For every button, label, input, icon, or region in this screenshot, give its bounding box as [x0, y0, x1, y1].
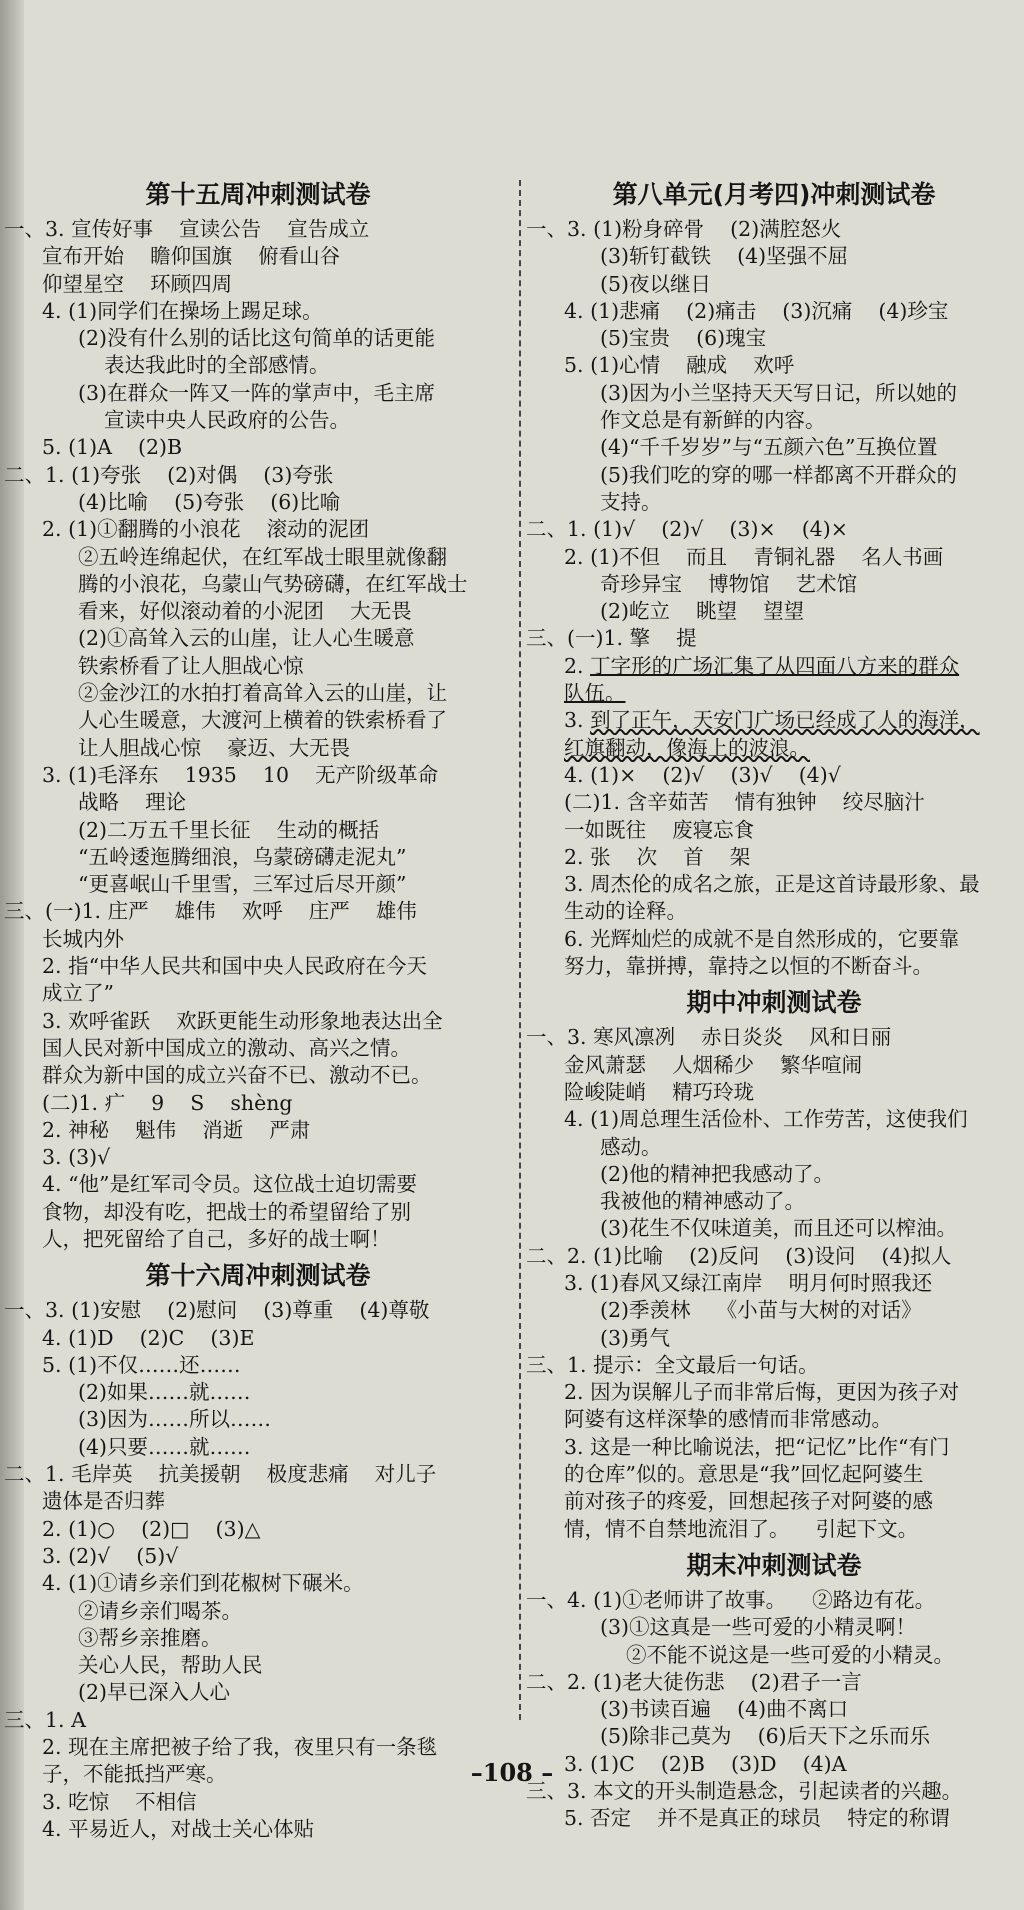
answer-line: 作文总是有新鲜的内容。 [600, 408, 826, 433]
answer-line: 4. (1)悲痛 (2)痛击 (3)沉痛 (4)珍宝 [564, 298, 949, 323]
answer-line: 二、1. 毛岸英 抗美援朝 极度悲痛 对儿子 [4, 1462, 437, 1487]
answer-number: 3. [564, 708, 591, 733]
answer-line: (2)早已深入人心 [78, 1680, 231, 1705]
answer-line: 关心人民，帮助人民 [78, 1653, 263, 1678]
section-final-body [526, 1587, 1022, 1833]
answer-line: 3. 欢呼雀跃 欢跃更能生动形象地表达出全 [42, 1008, 443, 1033]
answer-line: (5)除非己莫为 (6)后天下之乐而乐 [600, 1724, 931, 1749]
answer-line: 5. (1)心情 融成 欢呼 [564, 353, 795, 378]
answer-line: 三、1. A [4, 1707, 86, 1732]
answer-line: (2)①高耸入云的山崖，让人心生暖意 [78, 626, 415, 651]
answer-line: 宣布开始 瞻仰国旗 俯看山谷 [42, 244, 341, 269]
answer-line: 生动的诠释。 [564, 899, 687, 924]
answer-line: ②不能不说这是一些可爱的小精灵。 [626, 1642, 954, 1667]
answer-line: 成立了” [42, 981, 114, 1006]
answer-line: 6. 光辉灿烂的成就不是自然形成的，它要靠 [564, 926, 960, 951]
answer-line: ②五岭连绵起伏，在红军战士眼里就像翻 [78, 544, 447, 569]
underlined-text-cont: 队伍。 [564, 681, 626, 706]
section-title-unit8: 第八单元(月考四)冲刺测试卷 [612, 180, 936, 209]
section-title-week15: 第十五周冲刺测试卷 [145, 180, 371, 209]
answer-line: 2. (1)①翻腾的小浪花 滚动的泥团 [42, 517, 370, 542]
answer-line: 一、3. (1)安慰 (2)慰问 (3)尊重 (4)尊敬 [4, 1298, 430, 1323]
wavy-underlined-text-cont: 红旗翻动，像海上的波浪。 [564, 735, 810, 760]
answer-line: 一、4. (1)①老师讲了故事。 ②路边有花。 [526, 1587, 936, 1612]
answer-line: 3. (1)春风又绿江南岸 明月何时照我还 [564, 1270, 933, 1295]
answer-line: (2)屹立 眺望 望望 [600, 599, 805, 624]
wavy-answer-line [526, 707, 1022, 734]
section-title-midterm: 期中冲刺测试卷 [686, 988, 862, 1018]
answer-line: 食物，却没有吃，把战士的希望留给了别 [42, 1199, 411, 1224]
answer-line: 二、2. (1)老大徒伤悲 (2)君子一言 [526, 1669, 862, 1694]
answer-line: (5)我们吃的穿的哪一样都离不开群众的 [600, 462, 958, 487]
answer-line: 遗体是否归葬 [42, 1489, 165, 1514]
answer-line: 人心生暖意，大渡河上横着的铁索桥看了 [78, 708, 447, 733]
answer-line: 2. 因为误解儿子而非常后悔，更因为孩子对 [564, 1380, 960, 1405]
answer-line: (3)勇气 [600, 1325, 671, 1350]
section-midterm-body [526, 1024, 1022, 1543]
answer-line: (2)没有什么别的话比这句简单的话更能 [78, 326, 436, 351]
answer-line: “五岭逶迤腾细浪，乌蒙磅礴走泥丸” [78, 844, 407, 869]
answer-line: (4)比喻 (5)夸张 (6)比喻 [78, 489, 341, 514]
answer-line: 一、3. 宣传好事 宣读公告 宣告成立 [4, 217, 370, 241]
answer-line: 一如既往 废寝忘食 [564, 817, 755, 842]
underlined-text: 丁字形的广场汇集了从四面八方来的群众 [590, 653, 960, 678]
wavy-underlined-text: 到了正午，天安门广场已经成了人的海洋， [590, 708, 980, 733]
answer-line: 我被他的精神感动了。 [600, 1189, 805, 1214]
answer-line: (3)斩钉截铁 (4)坚强不屈 [600, 244, 849, 269]
answer-line: 4. “他”是红军司令员。这位战士迫切需要 [42, 1172, 418, 1197]
answer-line: (3)因为……所以…… [78, 1407, 272, 1432]
section-title-final: 期末冲刺测试卷 [686, 1550, 862, 1580]
answer-line: (2)二万五千里长征 生动的概括 [78, 817, 380, 842]
underlined-answer-line [526, 653, 1022, 680]
answer-line: 3. 这是一种比喻说法，把“记忆”比作“有门 [564, 1434, 950, 1459]
right-column [526, 172, 1022, 1833]
answer-line: 5. 否定 并不是真正的球员 特定的称谓 [564, 1806, 950, 1831]
answer-line: 铁索桥看了让人胆战心惊 [78, 653, 304, 678]
answer-line: 群众为新中国的成立兴奋不已、激动不已。 [42, 1063, 432, 1088]
answer-line: 二、2. (1)比喻 (2)反问 (3)设问 (4)拟人 [526, 1243, 952, 1268]
answer-line: 2. 神秘 魁伟 消逝 严肃 [42, 1117, 311, 1142]
answer-line: 三、3. 本文的开头制造悬念，引起读者的兴趣。 [526, 1779, 963, 1804]
answer-line: 努力，靠拼搏，靠持之以恒的不断奋斗。 [564, 954, 933, 979]
answer-line: (2)他的精神把我感动了。 [600, 1161, 835, 1186]
answer-line: 战略 理论 [78, 790, 187, 815]
answer-line: 4. (1)①请乡亲们到花椒树下碾米。 [42, 1571, 364, 1596]
answer-line: 3. (2)√ (5)√ [42, 1543, 179, 1568]
answer-line: ③帮乡亲推磨。 [78, 1625, 222, 1650]
answer-line: 奇珍异宝 博物馆 艺术馆 [600, 571, 858, 596]
answer-line: 2. 指“中华人民共和国中央人民政府在今天 [42, 954, 428, 979]
answer-line: 二、1. (1)夸张 (2)对偶 (3)夸张 [4, 462, 334, 487]
section-week15-body [4, 216, 512, 1253]
answer-line: 腾的小浪花，乌蒙山气势磅礴，在红军战士 [78, 571, 468, 596]
answer-line: 一、3. 寒风凛冽 赤日炎炎 风和日丽 [526, 1025, 892, 1050]
answer-line: 3. 周杰伦的成名之旅，正是这首诗最形象、最 [564, 872, 980, 897]
answer-line: 4. (1)D (2)C (3)E [42, 1325, 255, 1350]
wavy-answer-line-cont [526, 735, 1022, 762]
answer-line: (5)宝贵 (6)瑰宝 [600, 326, 767, 351]
answer-line: 3. (1)毛泽东 1935 10 无产阶级革命 [42, 762, 439, 787]
answer-line: (4)只要……就…… [78, 1434, 251, 1459]
section-unit8-body-a [526, 216, 1022, 653]
answer-line: 5. (1)A (2)B [42, 435, 183, 460]
answer-line: 险峻陡峭 精巧玲珑 [564, 1079, 755, 1104]
answer-line: 阿婆有这样深挚的感情而非常感动。 [564, 1407, 892, 1432]
left-column [4, 172, 512, 1843]
answer-line: 2. 张 次 首 架 [564, 844, 751, 869]
answer-line: 感动。 [600, 1134, 662, 1159]
answer-line: 3. 吃惊 不相信 [42, 1789, 197, 1814]
answer-line: 国人民对新中国成立的激动、高兴之情。 [42, 1035, 411, 1060]
answer-line: (3)因为小兰坚持天天写日记，所以她的 [600, 380, 958, 405]
answer-line: (3)书读百遍 (4)曲不离口 [600, 1697, 849, 1722]
answer-line: (二)1. 含辛茹苦 情有独钟 绞尽脑汁 [564, 790, 925, 815]
answer-line: (3)花生不仅味道美，而且还可以榨油。 [600, 1216, 958, 1241]
answer-line: 三、(一)1. 庄严 雄伟 欢呼 庄严 雄伟 [4, 899, 417, 924]
answer-line: 支持。 [600, 489, 662, 514]
answer-line: 4. 平易近人，对战士关心体贴 [42, 1816, 315, 1841]
answer-line: 表达我此时的全部感情。 [104, 353, 330, 378]
answer-line: (3)在群众一阵又一阵的掌声中，毛主席 [78, 380, 436, 405]
answer-line: 2. 现在主席把被子给了我，夜里只有一条毯 [42, 1735, 438, 1760]
answer-line: 4. (1)× (2)√ (3)√ (4)√ [564, 762, 841, 787]
answer-line: (3)①这真是一些可爱的小精灵啊！ [600, 1615, 917, 1640]
answer-line: 2. (1)○ (2)□ (3)△ [42, 1516, 261, 1541]
answer-line: 二、1. (1)√ (2)√ (3)× (4)× [526, 517, 848, 542]
answer-line: 4. (1)周总理生活俭朴、工作劳苦，这使我们 [564, 1107, 968, 1132]
answer-line: 子，不能抵挡严寒。 [42, 1762, 227, 1787]
answer-line: (2)季羡林 《小苗与大树的对话》 [600, 1298, 922, 1323]
answer-line: (5)夜以继日 [600, 271, 712, 296]
answer-line: (4)“千千岁岁”与“五颜六色”互换位置 [600, 435, 938, 460]
answer-line: “更喜岷山千里雪，三军过后尽开颜” [78, 872, 407, 897]
answer-line: 5. (1)不仅……还…… [42, 1352, 241, 1377]
answer-line: 情，情不自禁地流泪了。 引起下文。 [564, 1516, 919, 1541]
page-number: –108 – [470, 1758, 554, 1787]
answer-line: 的仓库”似的。意思是“我”回忆起阿婆生 [564, 1462, 924, 1487]
answer-line: 4. (1)同学们在操场上踢足球。 [42, 298, 323, 323]
section-unit8-body-b [526, 762, 1022, 980]
answer-line: 一、3. (1)粉身碎骨 (2)满腔怒火 [526, 217, 842, 241]
answer-line: 仰望星空 环顾四周 [42, 271, 233, 296]
section-title-week16: 第十六周冲刺测试卷 [145, 1261, 371, 1291]
answer-line: 人，把死留给了自己，多好的战士啊！ [42, 1226, 391, 1251]
answer-line: 让人胆战心惊 豪迈、大无畏 [78, 735, 351, 760]
answer-line: 金风萧瑟 人烟稀少 繁华喧闹 [564, 1052, 863, 1077]
answer-line: 三、1. 提示：全文最后一句话。 [526, 1352, 819, 1377]
answer-line: ②金沙江的水拍打着高耸入云的山崖，让 [78, 681, 447, 706]
answer-line: 宣读中央人民政府的公告。 [104, 408, 350, 433]
answer-line: ②请乡亲们喝茶。 [78, 1598, 242, 1623]
column-divider [519, 180, 521, 1720]
underlined-answer-line-cont [526, 680, 1022, 707]
answer-number: 2. [564, 653, 591, 678]
answer-line: 前对孩子的疼爱，回想起孩子对阿婆的感 [564, 1489, 933, 1514]
answer-line: 长城内外 [42, 926, 124, 951]
answer-line: 看来，好似滚动着的小泥团 大无畏 [78, 599, 412, 624]
answer-line: 3. (1)C (2)B (3)D (4)A [564, 1751, 847, 1776]
answer-line: 2. (1)不但 而且 青铜礼器 名人书画 [564, 544, 944, 569]
answer-line: 3. (3)√ [42, 1145, 111, 1170]
answer-line: (2)如果……就…… [78, 1380, 251, 1405]
answer-line: (二)1. 疒 9 S shèng [42, 1090, 293, 1115]
answer-line: 三、(一)1. 擎 提 [526, 626, 697, 651]
